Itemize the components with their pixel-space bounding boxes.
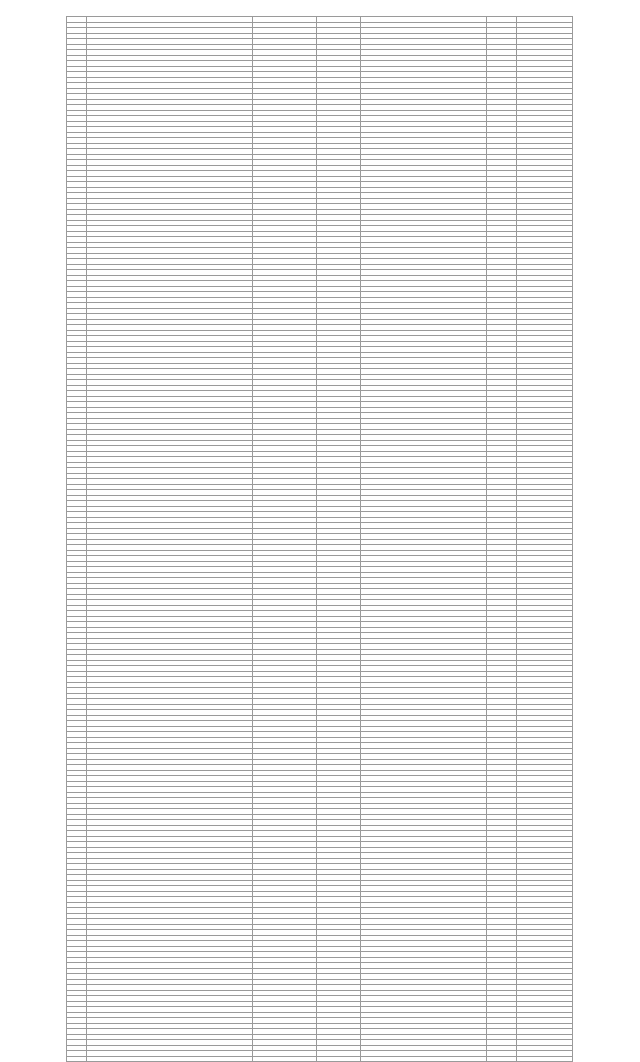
table-cell-year-built <box>253 1056 317 1062</box>
table-cell-work-type <box>361 1056 487 1062</box>
ledger-table <box>66 16 573 1062</box>
table-row <box>67 1056 573 1062</box>
table-cell-id <box>67 1056 87 1062</box>
table-cell-code <box>317 1056 361 1062</box>
table-cell-amount <box>517 1056 573 1062</box>
table-cell-address <box>87 1056 253 1062</box>
table-cell-plan-year <box>487 1056 517 1062</box>
